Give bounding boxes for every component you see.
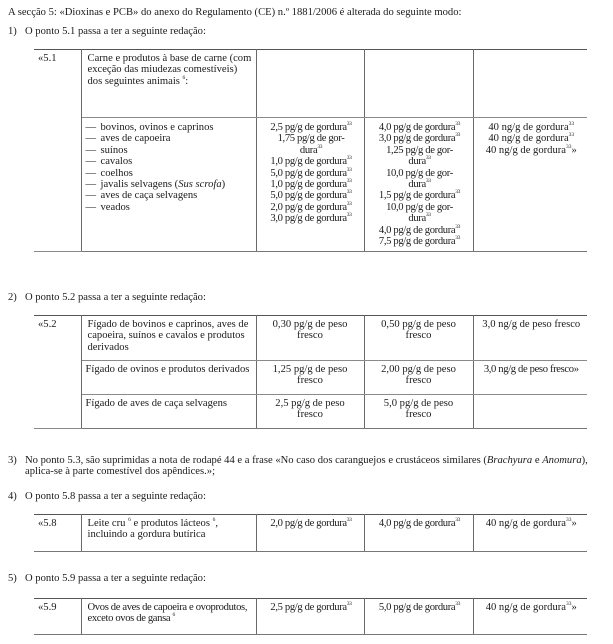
table-row (34, 599, 587, 635)
point-code: «5.2 (34, 316, 81, 429)
point-code: «5.1 (34, 50, 81, 252)
product-heading (81, 50, 256, 118)
value-cell: 5,0 pg/g de peso fresco (364, 395, 473, 429)
value-cell: 2,5 pg/g de peso fresco (256, 395, 364, 429)
table-row (34, 118, 587, 252)
list-item: — suínos (85, 144, 128, 156)
value: 3,0 pg/g de gordura$^{33}$ (378, 132, 461, 145)
value: 1,25 pg/g de gor- dura$^{33}$ (386, 144, 453, 168)
latin-name: Brachyura (486, 455, 533, 466)
list-item: — cavalos (85, 156, 133, 168)
value-cell: 5,0 pg/g de gordura$^{33}$ (364, 599, 473, 635)
table-point-5-8 (34, 514, 587, 552)
product-heading-text: Carne e produtos à base de carne (com exceção das miudezas comestíveis) dos seguintes animais (87, 53, 252, 87)
value-cell: 40 ng/g de gordura$^{33}$» (473, 599, 587, 635)
product-cell: Ovos de aves de capoeira e ovoprodutos, exceto ovos de gansa $^6$ (81, 599, 256, 635)
table-row (34, 395, 587, 429)
product-cell: Leite cru $^6$ e produtos lácteos $^6$, incluindo a gordura butírica (81, 515, 256, 552)
table-point-5-2 (34, 315, 587, 429)
list-item: — veados (85, 201, 130, 213)
item-text: O ponto 5.9 passa a ter a seguinte redação: (25, 573, 206, 584)
value-cell (473, 395, 587, 429)
footnote-ref: 6 (182, 74, 186, 81)
list-item: — javalis selvagens (Sus scrofa) (85, 179, 226, 191)
item-text: O ponto 5.8 passa a ter a seguinte redação: (25, 491, 206, 502)
item-text: O ponto 5.2 passa a ter a seguinte redação: (25, 292, 206, 303)
value: 1,5 pg/g de gordura$^{33}$ (378, 189, 461, 202)
value: 7,5 pg/g de gordura$^{33}$ (378, 235, 461, 248)
value-column-3 (256, 118, 364, 252)
item-number: 1) (8, 26, 17, 37)
table-row (34, 50, 587, 118)
latin-name: Sus scrofa (178, 179, 222, 191)
value-cell: 3,0 ng/g de peso fresco (473, 316, 587, 361)
value: 10,0 pg/g de gor- dura$^{33}$ (386, 201, 453, 225)
value: 1,0 pg/g de gordura$^{33}$ (270, 155, 352, 168)
list-item: — aves de capoeira (85, 133, 171, 145)
value: 1,0 pg/g de gordura$^{33}$ (270, 178, 352, 191)
table-row (34, 316, 587, 361)
product-cell: Fígado de bovinos e caprinos, aves de capoeira, suínos e cavalos e produtos derivados (81, 316, 256, 361)
animal-list (81, 118, 256, 252)
value-column-5 (473, 118, 587, 252)
list-item: — bovinos, ovinos e caprinos (85, 122, 214, 133)
empty-cell (473, 50, 587, 118)
value: 40 ng/g de gordura$^{33}$ (488, 132, 575, 145)
value: 40 ng/g de gordura$^{33}$» (485, 143, 577, 156)
list-item: — coelhos (85, 167, 133, 179)
value: 1,75 pg/g de gor- dura$^{33}$ (277, 133, 345, 156)
value: 2,0 pg/g de gordura$^{33}$ (270, 200, 352, 213)
value: 2,5 pg/g de gordura$^{33}$ (270, 121, 352, 133)
value-cell: 1,25 pg/g de peso fresco (256, 361, 364, 395)
value-cell: 2,5 pg/g de gordura$^{33}$ (256, 599, 364, 635)
heading-suffix: : (185, 75, 189, 87)
empty-cell (364, 50, 473, 118)
value-cell: 2,0 pg/g de gordura$^{33}$ (256, 515, 364, 552)
intro-paragraph: A secção 5: «Dioxinas e PCB» do anexo do Regulamento (CE) n.º 1881/2006 é alterada do seguinte modo: (8, 7, 462, 18)
table-point-5-1 (34, 49, 587, 252)
point-code: «5.8 (34, 515, 81, 552)
product-cell: Fígado de ovinos e produtos derivados (81, 361, 256, 395)
empty-cell (256, 50, 364, 118)
value: 3,0 pg/g de gordura$^{33}$ (270, 212, 352, 225)
value: 4,0 pg/g de gordura$^{33}$ (378, 121, 461, 133)
item-number: 2) (8, 292, 17, 303)
list-item: — aves de caça selvagens (85, 190, 198, 202)
item-number: 3) (8, 455, 17, 466)
product-cell: Fígado de aves de caça selvagens (81, 395, 256, 429)
value-cell: 2,00 pg/g de peso fresco (364, 361, 473, 395)
value-cell: 3,0 ng/g de peso fresco» (473, 361, 587, 395)
amendment-item-3 (8, 455, 603, 481)
item-text: O ponto 5.1 passa a ter a seguinte redação: (25, 26, 206, 37)
value-cell: 0,30 pg/g de peso fresco (256, 316, 364, 361)
value: 4,0 pg/g de gordura$^{33}$ (378, 223, 461, 236)
item-text: No ponto 5.3, são suprimidas a nota de rodapé 44 e a frase «No caso dos caranguejos e crustáceos similares (Brachyura e Anomura), aplica-se à parte comestível dos apêndices.»; (25, 455, 588, 478)
value: 5,0 pg/g de gordura$^{33}$ (270, 189, 352, 202)
value-cell: 40 ng/g de gordura$^{33}$» (473, 515, 587, 552)
item-number: 4) (8, 491, 17, 502)
value: 40 ng/g de gordura$^{33}$ (488, 121, 575, 133)
table-row (34, 515, 587, 552)
value-cell: 0,50 pg/g de peso fresco (364, 316, 473, 361)
latin-name: Anomura (542, 455, 582, 466)
value: 10,0 pg/g de gor- dura$^{33}$ (386, 167, 453, 191)
value-cell: 4,0 pg/g de gordura$^{33}$ (364, 515, 473, 552)
table-point-5-9 (34, 598, 587, 635)
value: 5,0 pg/g de gordura$^{33}$ (270, 166, 352, 179)
table-row (34, 361, 587, 395)
value-column-4 (364, 118, 473, 252)
item-number: 5) (8, 573, 17, 584)
point-code: «5.9 (34, 599, 81, 635)
